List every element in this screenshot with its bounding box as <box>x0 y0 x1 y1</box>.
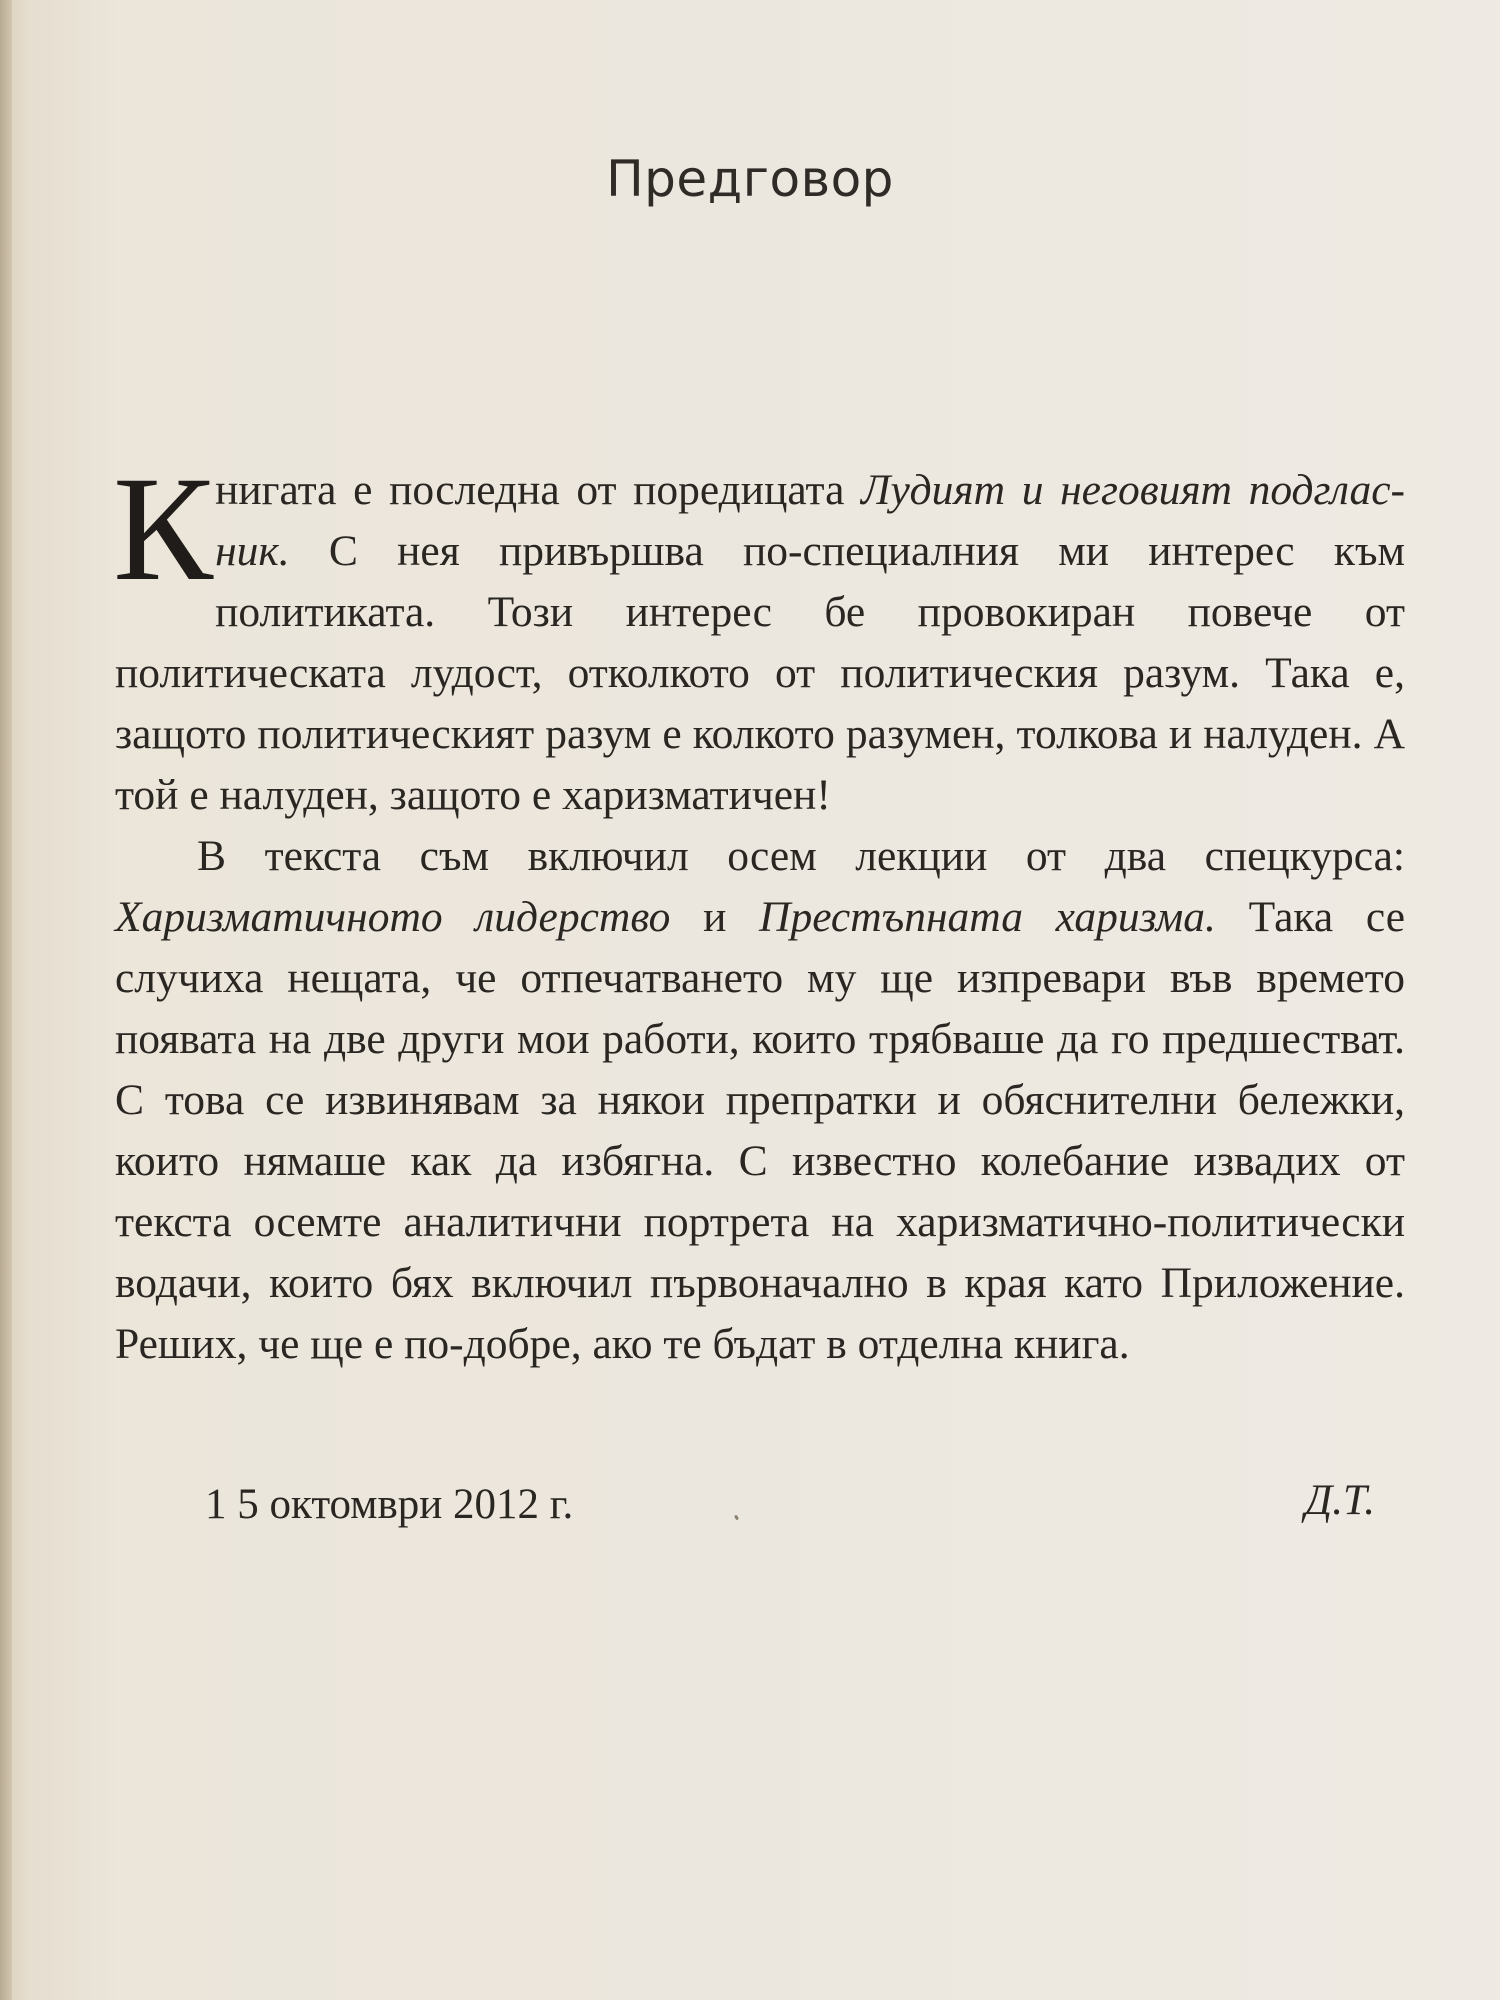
paragraph-1-text-b: С нея привършва по-специалния ми интерес към политиката. Този интерес бе провокиран повече от политическата лудост, отколкото от политическия разум. Така е, защото политическият разум е колкото разумен, толкова и налуден. А той е налуден, защото е харизматичен! <box>115 527 1405 819</box>
preface-body <box>113 446 1406 1375</box>
drop-cap: К <box>113 446 214 612</box>
paragraph-2-text-b: Така се случиха нещата, че отпечатването му ще изпревари във времето появата на две други мои работи, които трябваше да го предшестват. С това се извинявам за някои препратки и обяснителни бележки, които нямаше как да избягна. С известно колебание извадих от текста осемте аналитични портрета на харизматично-политически водачи, които бях включил първоначално в края като Приложение. Реших, че ще е по-добре, ако те бъдат в отделна книга. <box>115 893 1406 1368</box>
paragraph-2-conjunction: и <box>670 893 760 941</box>
page-edge <box>0 0 12 2000</box>
paragraph-2-text-a: В текста съм включил осем лекции от два спецкурса: <box>197 832 1405 880</box>
paragraph-1-text-a: нигата е последна от поредицата <box>215 466 862 514</box>
date-line: 1 5 октомври 2012 г. <box>205 1481 574 1528</box>
course-title-1: Харизматичното лидерство <box>115 893 671 941</box>
book-series-title: Лудият и неговият подглас-ник. <box>215 466 1405 575</box>
paragraph-1 <box>113 446 1405 826</box>
paper-speck <box>734 1515 739 1521</box>
course-title-2: Престъпната харизма. <box>759 893 1216 941</box>
author-initials: Д.Т. <box>1304 1477 1375 1524</box>
page-title: Предговор <box>606 150 894 208</box>
paragraph-2 <box>115 826 1405 1375</box>
